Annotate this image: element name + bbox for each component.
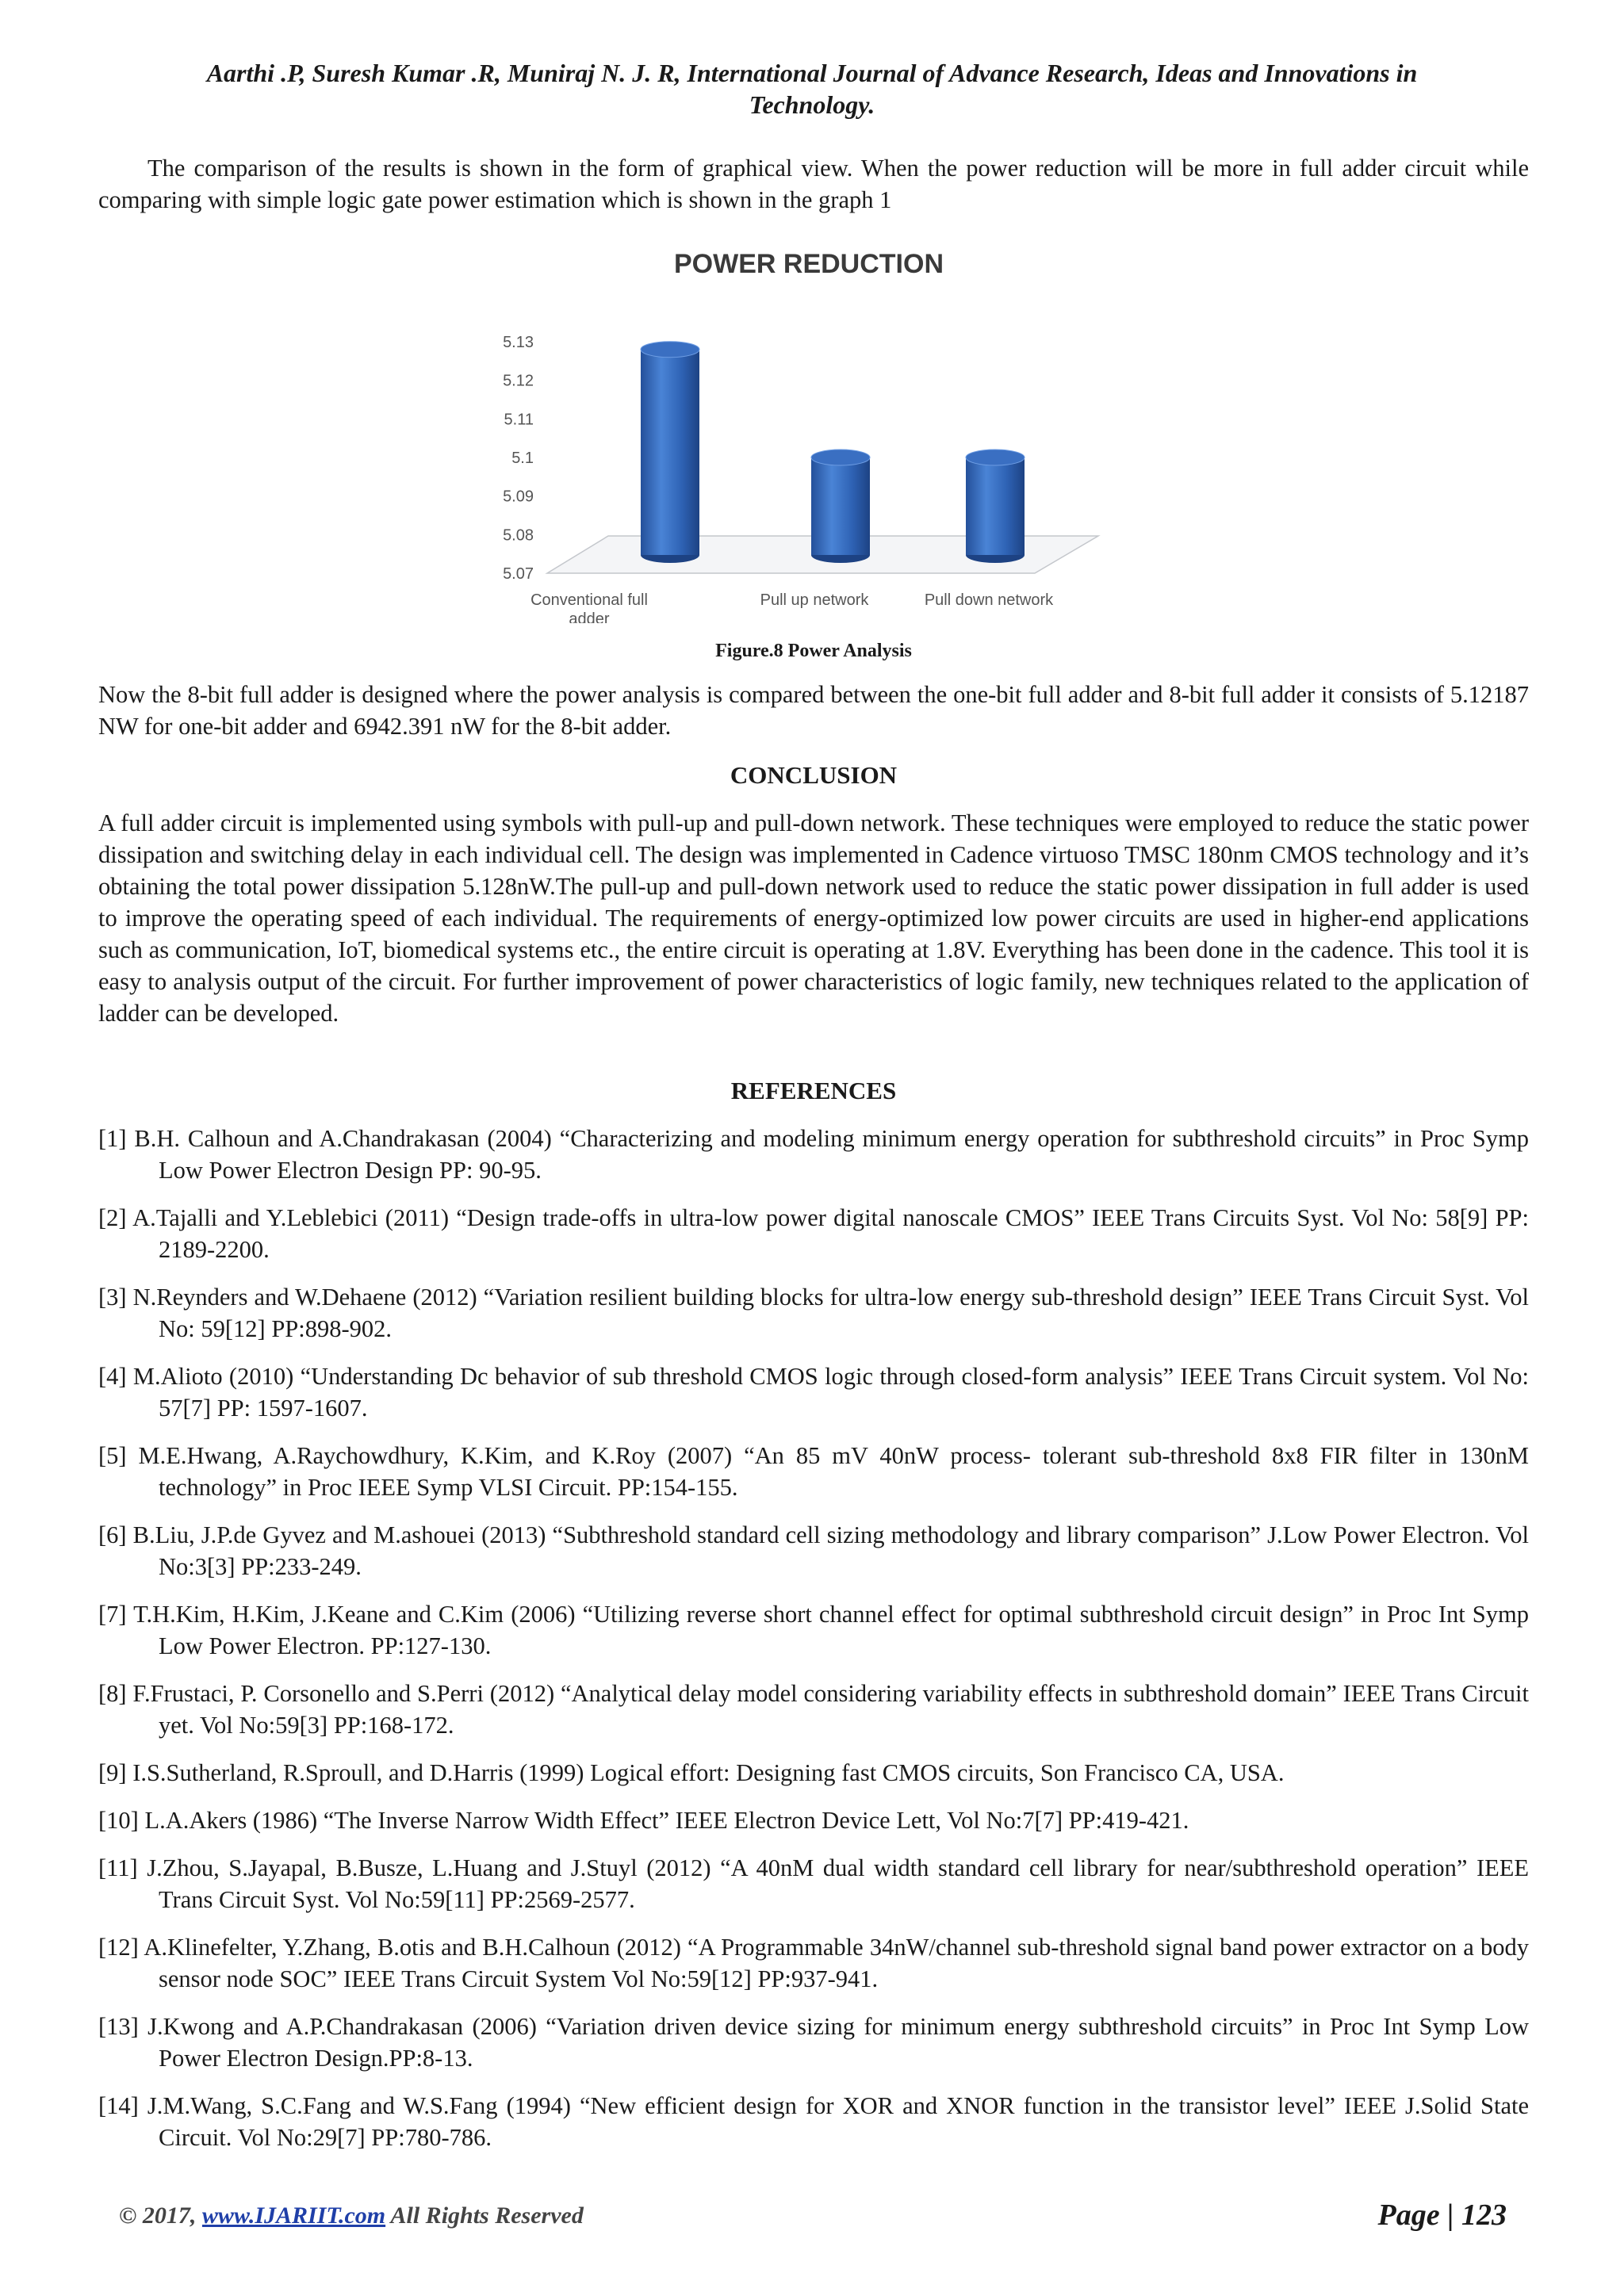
y-tick-label: 5.08: [503, 526, 534, 545]
y-axis-ticks: [503, 334, 534, 583]
reference-item: [10] L.A.Akers (1986) “The Inverse Narrow Width Effect” IEEE Electron Device Lett, Vol No:7[7] PP:419-421.: [98, 1807, 1189, 1834]
reference-item: [4] M.Alioto (2010) “Understanding Dc behavior of sub threshold CMOS logic through closed-form analysis” IEEE Trans Circuit system. Vol No: 57[7] PP: 1597-1607.: [98, 1363, 1529, 1422]
intro-paragraph: The comparison of the results is shown in the form of graphical view. When the power reduction will be more in full adder circuit while comparing with simple logic gate power estimation which is shown in the graph 1: [98, 155, 1529, 213]
reference-item: [11] J.Zhou, S.Jayapal, B.Busze, L.Huang and J.Stuyl (2012) “A 40nM dual width standard cell library for near/subthreshold operation” IEEE Trans Circuit Syst. Vol No:59[11] PP:2569-2577.: [98, 1854, 1529, 1913]
bar: [641, 342, 699, 563]
y-tick-label: 5.1: [511, 450, 534, 467]
bar-body: [966, 457, 1025, 555]
analysis-paragraph: Now the 8-bit full adder is designed where the power analysis is compared between the one-bit full adder and 8-bit full adder it consists of 5.12187 NW for one-bit adder and 6942.391 nW for the 8-bit adder.: [98, 681, 1529, 740]
reference-item: [14] J.M.Wang, S.C.Fang and W.S.Fang (1994) “New efficient design for XOR and XNOR function in the transistor level” IEEE J.Solid State Circuit. Vol No:29[7] PP:780-786.: [98, 2092, 1529, 2151]
header-journal-end: Technology.: [749, 90, 875, 119]
reference-item: [9] I.S.Sutherland, R.Sproull, and D.Harris (1999) Logical effort: Designing fast CMOS circuits, Son Francisco CA, USA.: [98, 1759, 1285, 1786]
bar-top: [966, 450, 1025, 465]
chart-title: POWER REDUCTION: [674, 249, 944, 279]
conclusion-text: A full adder circuit is implemented using symbols with pull-up and pull-down network. These techniques were employed to reduce the static power dissipation and switching delay in each individual cell. The design was implemented in Cadence virtuoso TMSC 180nm CMOS technology and it’s obtaining the total power dissipation 5.128nW.The pull-up and pull-down network used to reduce the static power dissipation in full adder is used to improve the operating speed of each individual. The requirements of energy-optimized low power circuits are used in higher-end applications such as communication, IoT, biomedical systems etc., the entire circuit is operating at 1.8V. Everything has been done in the cadence. This tool it is easy to analysis output of the circuit. For further improvement of power characteristics of logic family, new techniques related to the application of ladder can be developed.: [98, 809, 1529, 1027]
reference-item: [3] N.Reynders and W.Dehaene (2012) “Variation resilient building blocks for ultra-low energy sub-threshold design” IEEE Trans Circuit Syst. Vol No: 59[12] PP:898-902.: [98, 1284, 1529, 1342]
reference-item: [7] T.H.Kim, H.Kim, J.Keane and C.Kim (2006) “Utilizing reverse short channel effect for optimal subthreshold circuit design” in Proc Int Symp Low Power Electron. PP:127-130.: [98, 1601, 1529, 1659]
bar-body: [811, 457, 870, 555]
journal-website-link[interactable]: www.IJARIIT.com: [201, 2202, 386, 2229]
reference-item: [5] M.E.Hwang, A.Raychowdhury, K.Kim, and K.Roy (2007) “An 85 mV 40nW process- tolerant sub-threshold 8x8 FIR filter in 130nM technology” in Proc IEEE Symp VLSI Circuit. PP:154-155.: [98, 1442, 1529, 1501]
references-heading: REFERENCES: [730, 1077, 897, 1104]
bar-body: [641, 350, 699, 555]
rights-text: All Rights Reserved: [390, 2202, 584, 2229]
bar-top: [641, 342, 699, 358]
bar-top: [811, 450, 870, 465]
copyright-year: © 2017,: [119, 2202, 197, 2229]
y-tick-label: 5.09: [503, 488, 534, 506]
running-header: [119, 57, 1505, 121]
x-category-label: Conventional full adder: [530, 591, 648, 623]
y-tick-label: 5.13: [503, 334, 534, 351]
bars: [641, 342, 1025, 563]
y-tick-label: 5.07: [503, 565, 534, 583]
header-authors-journal: Aarthi .P, Suresh Kumar .R, Muniraj N. J. R, International Journal of Advance Research, Ideas and Innovations in: [206, 59, 1418, 87]
y-tick-label: 5.12: [503, 372, 534, 390]
power-reduction-chart: [472, 235, 1154, 623]
footer-copyright: [119, 2202, 584, 2229]
x-category-label: Pull up network: [760, 591, 869, 609]
bar: [966, 450, 1025, 563]
x-axis-labels: [530, 591, 1054, 623]
reference-item: [8] F.Frustaci, P. Corsonello and S.Perri (2012) “Analytical delay model considering variability effects in subthreshold domain” IEEE Trans Circuit yet. Vol No:59[3] PP:168-172.: [98, 1680, 1529, 1739]
reference-item: [2] A.Tajalli and Y.Leblebici (2011) “Design trade-offs in ultra-low power digital nanoscale CMOS” IEEE Trans Circuits Syst. Vol No: 58[9] PP: 2189-2200.: [98, 1204, 1529, 1263]
reference-item: [1] B.H. Calhoun and A.Chandrakasan (2004) “Characterizing and modeling minimum energy operation for subthreshold circuits” in Proc Symp Low Power Electron Design PP: 90-95.: [98, 1125, 1529, 1184]
reference-item: [6] B.Liu, J.P.de Gyvez and M.ashouei (2013) “Subthreshold standard cell sizing methodology and library comparison” J.Low Power Electron. Vol No:3[3] PP:233-249.: [98, 1521, 1529, 1580]
conclusion-heading: CONCLUSION: [730, 761, 898, 789]
reference-item: [12] A.Klinefelter, Y.Zhang, B.otis and B.H.Calhoun (2012) “A Programmable 34nW/channel sub-threshold signal band power extractor on a body sensor node SOC” IEEE Trans Circuit System Vol No:59[12] PP:937-941.: [98, 1934, 1529, 1992]
x-category-label: Pull down network: [924, 591, 1054, 609]
reference-item: [13] J.Kwong and A.P.Chandrakasan (2006) “Variation driven device sizing for minimum energy subthreshold circuits” in Proc Int Symp Low Power Electron Design.PP:8-13.: [98, 2013, 1529, 2072]
bar: [811, 450, 870, 563]
figure-caption: Figure.8 Power Analysis: [715, 641, 912, 661]
page-number: Page | 123: [1377, 2198, 1507, 2232]
y-tick-label: 5.11: [504, 411, 534, 429]
